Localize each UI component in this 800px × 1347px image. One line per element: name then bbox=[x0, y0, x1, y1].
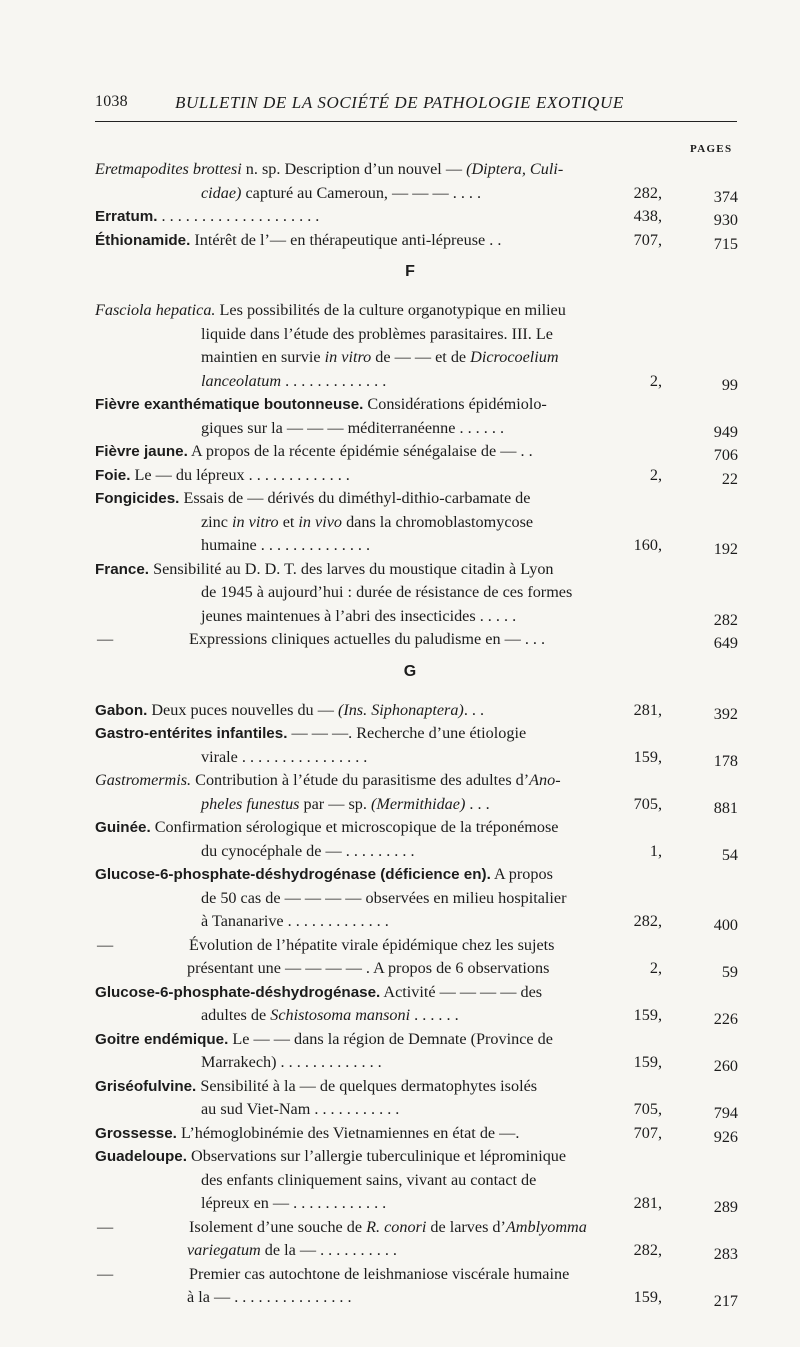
entry-line bbox=[95, 605, 740, 629]
entry-text: Gastromermis. Contribution à l’étude du parasitisme des adultes d’Ano- bbox=[95, 771, 561, 789]
index-subentry bbox=[95, 628, 740, 652]
volume-reference: 281, bbox=[633, 1194, 662, 1212]
entry-line bbox=[95, 1075, 740, 1099]
running-header bbox=[95, 88, 730, 118]
header-rule bbox=[95, 121, 737, 122]
entry-line bbox=[95, 981, 740, 1005]
page-reference: 392 bbox=[713, 704, 738, 723]
index-subentry bbox=[95, 934, 740, 981]
index-entry bbox=[95, 863, 740, 934]
index-column bbox=[95, 158, 740, 1310]
entry-text: au sud Viet-Nam . . . . . . . . . . . bbox=[201, 1100, 400, 1118]
ditto-dash: — bbox=[97, 1217, 114, 1236]
page-reference: 59 bbox=[721, 963, 738, 981]
entry-line bbox=[95, 1239, 740, 1263]
entry-text: des enfants cliniquement sains, vivant au contact de bbox=[201, 1170, 537, 1189]
entry-text: Griséofulvine. Sensibilité à la — de quelques dermatophytes isolés bbox=[95, 1076, 538, 1095]
page-reference: 178 bbox=[713, 751, 738, 770]
entry-line bbox=[95, 1122, 740, 1146]
entry-line bbox=[95, 534, 740, 558]
entry-line bbox=[95, 1028, 740, 1052]
index-entry bbox=[95, 1145, 740, 1216]
index-entry bbox=[95, 229, 740, 253]
entry-line bbox=[95, 346, 740, 370]
entry-text: Goitre endémique. Le — — dans la région de Demnate (Province de bbox=[95, 1029, 553, 1048]
entry-text: Fasciola hepatica. Les possibilités de la culture organotypique en milieu bbox=[95, 301, 566, 319]
entry-text: lépreux en — . . . . . . . . . . . . bbox=[201, 1194, 387, 1212]
volume-reference: 159, bbox=[633, 1288, 662, 1306]
entry-line bbox=[95, 1216, 740, 1240]
entry-text: Fièvre exanthématique boutonneuse. Considérations épidémiolo- bbox=[95, 395, 547, 413]
entry-text: à la — . . . . . . . . . . . . . . . bbox=[187, 1288, 352, 1306]
entry-line bbox=[95, 934, 740, 958]
entry-text: Erratum. . . . . . . . . . . . . . . . . . . . . bbox=[95, 207, 320, 225]
entry-line bbox=[95, 393, 740, 417]
entry-line bbox=[95, 1145, 740, 1169]
page-reference: 282 bbox=[713, 610, 738, 629]
entry-line bbox=[95, 1004, 740, 1028]
volume-reference: 1, bbox=[649, 841, 662, 860]
entry-line bbox=[95, 487, 740, 511]
section-letter: F bbox=[405, 263, 415, 280]
index-entry bbox=[95, 769, 740, 816]
ditto-dash: — bbox=[97, 630, 114, 648]
entry-line bbox=[95, 887, 740, 911]
entry-line bbox=[95, 769, 740, 793]
page-reference: 283 bbox=[713, 1245, 738, 1263]
pages-column-label: PAGES bbox=[690, 143, 733, 155]
index-entry bbox=[95, 558, 740, 629]
index-entry bbox=[95, 722, 740, 769]
volume-reference: 281, bbox=[633, 700, 662, 719]
index-entry bbox=[95, 205, 740, 229]
entry-line bbox=[95, 182, 740, 206]
page-reference: 22 bbox=[721, 469, 738, 488]
entry-line bbox=[95, 229, 740, 253]
entry-text: jeunes maintenues à l’abri des insecticides . . . . . bbox=[201, 606, 517, 625]
entry-line bbox=[95, 1192, 740, 1216]
entry-text: maintien en survie in vitro de — — et de Dicrocoelium bbox=[201, 348, 559, 366]
ditto-dash: — bbox=[97, 1264, 114, 1283]
entry-line bbox=[95, 1286, 740, 1310]
entry-text: variegatum de la — . . . . . . . . . . bbox=[187, 1241, 397, 1259]
index-entry bbox=[95, 158, 740, 205]
entry-line bbox=[95, 628, 740, 652]
journal-title: BULLETIN DE LA SOCIÉTÉ DE PATHOLOGIE EXOTIQUE bbox=[175, 93, 624, 112]
index-entry bbox=[95, 816, 740, 863]
entry-text: Eretmapodites brottesi n. sp. Description d’un nouvel — (Diptera, Culi- bbox=[95, 160, 564, 178]
entry-line bbox=[95, 863, 740, 887]
entry-line bbox=[95, 1169, 740, 1193]
entry-text: Guadeloupe. Observations sur l’allergie tuberculinique et léprominique bbox=[95, 1147, 567, 1165]
section-letter: G bbox=[403, 662, 417, 680]
entry-text: à Tananarive . . . . . . . . . . . . . bbox=[201, 912, 389, 930]
page-reference: 400 bbox=[713, 916, 738, 934]
page-reference: 715 bbox=[713, 234, 738, 253]
page-reference: 949 bbox=[713, 422, 738, 441]
entry-line bbox=[95, 1098, 740, 1122]
entry-text: présentant une — — — — . A propos de 6 observations bbox=[187, 959, 550, 977]
entry-text: Gastro-entérites infantiles. — — —. Recherche d’une étiologie bbox=[95, 724, 527, 742]
entry-text: Premier cas autochtone de leishmaniose viscérale humaine bbox=[189, 1264, 570, 1283]
index-entry bbox=[95, 699, 740, 723]
entry-text: Isolement d’une souche de R. conori de larves d’Amblyomma bbox=[189, 1217, 587, 1236]
entry-text: virale . . . . . . . . . . . . . . . . bbox=[201, 747, 368, 766]
volume-reference: 159, bbox=[633, 1053, 662, 1071]
volume-reference: 160, bbox=[633, 536, 662, 554]
entry-text: Marrakech) . . . . . . . . . . . . . bbox=[201, 1053, 382, 1071]
entry-text: adultes de Schistosoma mansoni . . . . . . bbox=[201, 1006, 459, 1024]
page-reference: 930 bbox=[713, 211, 738, 229]
page-reference: 926 bbox=[713, 1127, 738, 1146]
index-entry bbox=[95, 464, 740, 488]
entry-text: Foie. Le — du lépreux . . . . . . . . . . . . . bbox=[95, 465, 350, 484]
entry-line bbox=[95, 910, 740, 934]
entry-line bbox=[95, 323, 740, 347]
page-reference: 226 bbox=[713, 1010, 738, 1028]
volume-reference: 705, bbox=[633, 1100, 662, 1118]
entry-text: de 50 cas de — — — — observées en milieu hospitalier bbox=[201, 888, 567, 907]
entry-line bbox=[95, 417, 740, 441]
page-reference: 54 bbox=[721, 845, 738, 864]
entry-line bbox=[95, 464, 740, 488]
index-subentry bbox=[95, 1216, 740, 1263]
page-reference: 881 bbox=[713, 798, 738, 817]
entry-line bbox=[95, 511, 740, 535]
volume-reference: 2, bbox=[649, 959, 662, 977]
volume-reference: 159, bbox=[633, 747, 662, 766]
entry-text: Évolution de l’hépatite virale épidémique chez les sujets bbox=[189, 935, 555, 954]
page-reference: 706 bbox=[713, 446, 738, 464]
page-reference: 260 bbox=[713, 1057, 738, 1075]
entry-line bbox=[95, 699, 740, 723]
entry-text: pheles funestus par — sp. (Mermithidae) . . . bbox=[201, 794, 490, 813]
entry-line bbox=[95, 558, 740, 582]
index-subentry bbox=[95, 1263, 740, 1310]
entry-text: giques sur la — — — méditerranéenne . . . . . . bbox=[201, 418, 504, 437]
entry-line bbox=[95, 158, 740, 182]
entry-line bbox=[95, 816, 740, 840]
entry-text: lanceolatum . . . . . . . . . . . . . bbox=[201, 371, 387, 390]
index-entry bbox=[95, 981, 740, 1028]
page-reference: 374 bbox=[713, 187, 738, 206]
entry-text: humaine . . . . . . . . . . . . . . bbox=[201, 536, 371, 554]
page-reference: 217 bbox=[713, 1292, 738, 1310]
entry-text: Éthionamide. Intérêt de l’— en thérapeutique anti-lépreuse . . bbox=[95, 230, 502, 249]
volume-reference: 282, bbox=[633, 183, 662, 202]
entry-line bbox=[95, 793, 740, 817]
page-reference: 794 bbox=[713, 1104, 738, 1122]
page-reference: 289 bbox=[713, 1198, 738, 1216]
index-entry bbox=[95, 1122, 740, 1146]
index-entry bbox=[95, 299, 740, 393]
entry-text: Fièvre jaune. A propos de la récente épidémie sénégalaise de — . . bbox=[95, 442, 533, 460]
volume-reference: 159, bbox=[633, 1006, 662, 1024]
volume-reference: 707, bbox=[633, 1123, 662, 1142]
entry-line bbox=[95, 840, 740, 864]
entry-text: Glucose-6-phosphate-déshydrogénase (déficience en). A propos bbox=[95, 865, 553, 883]
volume-reference: 2, bbox=[649, 371, 662, 390]
volume-reference: 282, bbox=[633, 1241, 662, 1259]
volume-reference: 2, bbox=[649, 465, 662, 484]
entry-line bbox=[95, 581, 740, 605]
entry-line bbox=[95, 370, 740, 394]
page-reference: 192 bbox=[713, 540, 738, 558]
entry-line bbox=[95, 722, 740, 746]
entry-text: Guinée. Confirmation sérologique et microscopique de la tréponémose bbox=[95, 818, 559, 836]
entry-line bbox=[95, 299, 740, 323]
entry-line bbox=[95, 746, 740, 770]
page-reference: 99 bbox=[721, 375, 738, 394]
entry-line bbox=[95, 1263, 740, 1287]
entry-line bbox=[95, 205, 740, 229]
entry-line bbox=[95, 440, 740, 464]
entry-line bbox=[95, 1051, 740, 1075]
entry-text: liquide dans l’étude des problèmes parasitaires. III. Le bbox=[201, 324, 553, 343]
volume-reference: 705, bbox=[633, 794, 662, 813]
entry-text: Grossesse. L’hémoglobinémie des Vietnamiennes en état de —. bbox=[95, 1123, 520, 1142]
entry-text: de 1945 à aujourd’hui : durée de résistance de ces formes bbox=[201, 583, 573, 601]
volume-reference: 438, bbox=[633, 207, 662, 225]
entry-text: Expressions cliniques actuelles du paludisme en — . . . bbox=[189, 630, 546, 648]
entry-text: France. Sensibilité au D. D. T. des larves du moustique citadin à Lyon bbox=[95, 559, 554, 578]
volume-reference: 282, bbox=[633, 912, 662, 930]
ditto-dash: — bbox=[97, 935, 114, 954]
entry-text: du cynocéphale de — . . . . . . . . . bbox=[201, 841, 415, 860]
entry-text: Gabon. Deux puces nouvelles du — (Ins. Siphonaptera). . . bbox=[95, 700, 485, 719]
page-number: 1038 bbox=[95, 93, 128, 110]
entry-line bbox=[95, 957, 740, 981]
page-reference: 649 bbox=[713, 634, 738, 652]
index-entry bbox=[95, 440, 740, 464]
index-entry bbox=[95, 487, 740, 558]
volume-reference: 707, bbox=[633, 230, 662, 249]
entry-text: Fongicides. Essais de — dérivés du diméthyl-dithio-carbamate de bbox=[95, 489, 531, 507]
index-entry bbox=[95, 1075, 740, 1122]
entry-text: zinc in vitro et in vivo dans la chromoblastomycose bbox=[201, 512, 534, 531]
entry-text: cidae) capturé au Cameroun, — — — . . . . bbox=[201, 183, 482, 202]
entry-text: Glucose-6-phosphate-déshydrogénase. Activité — — — — des bbox=[95, 982, 543, 1001]
index-entry bbox=[95, 1028, 740, 1075]
index-entry bbox=[95, 393, 740, 440]
